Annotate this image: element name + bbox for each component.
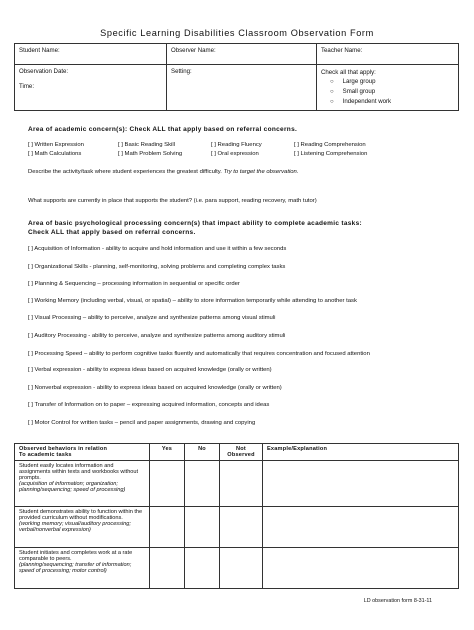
col-no: No	[185, 444, 220, 461]
yes-cell[interactable]	[150, 548, 185, 589]
not-observed-cell[interactable]	[220, 507, 263, 548]
col-observed-behaviors: Observed behaviors in relation To academic tasks	[15, 444, 150, 461]
yes-cell[interactable]	[150, 507, 185, 548]
checkbox-acquisition-of-information[interactable]: [ ] Acquisition of Information - ability to acquire and hold information and use it within a few seconds	[28, 246, 287, 252]
checkbox-processing-speed[interactable]: [ ] Processing Speed – ability to perform cognitive tasks fluently and automatically that requires concentration and focused attention	[28, 351, 370, 357]
table-row	[15, 507, 459, 548]
explanation-cell[interactable]	[263, 548, 459, 589]
form-version-footer: LD observation form 8-31-11	[363, 598, 432, 604]
no-cell[interactable]	[185, 548, 220, 589]
checkbox-verbal-expression[interactable]: [ ] Verbal expression - ability to express ideas based on acquired knowledge (orally or written)	[28, 367, 272, 373]
explanation-cell[interactable]	[263, 461, 459, 507]
academic-concern-heading: Area of academic concern(s): Check ALL that apply based on referral concerns.	[28, 126, 298, 133]
student-name-field[interactable]	[15, 44, 167, 65]
checkbox-reading-comprehension[interactable]: [ ] Reading Comprehension	[294, 142, 366, 148]
date-time-field[interactable]	[15, 65, 167, 111]
table-header-row	[15, 444, 459, 461]
yes-cell[interactable]	[150, 461, 185, 507]
checkbox-reading-fluency[interactable]: [ ] Reading Fluency	[211, 142, 262, 148]
option-large-group[interactable]: ○ Large group	[330, 77, 454, 87]
explanation-cell[interactable]	[263, 507, 459, 548]
observer-name-field[interactable]	[167, 44, 317, 65]
current-supports-prompt: What supports are currently in place that supports the student? (i.e. para support, reading recovery, math tutor)	[28, 198, 317, 204]
checkbox-organizational-skills[interactable]: [ ] Organizational Skills - planning, self-monitoring, solving problems and completing complex tasks	[28, 264, 286, 270]
observation-date-label: Observation Date:	[19, 68, 69, 75]
behavior-cell: Student easily locates information and assignments within texts and workbooks without prompts. (acquisition of information; organization; planning/sequencing; speed of processing)	[15, 461, 150, 507]
processing-concern-heading: Area of basic psychological processing concern(s) that impact ability to complete academic tasks:	[28, 220, 362, 227]
table-row	[15, 461, 459, 507]
observer-name-label: Observer Name:	[171, 47, 216, 54]
no-cell[interactable]	[185, 507, 220, 548]
behavior-cell: Student demonstrates ability to function within the provided curriculum without modifications. (working memory; visual/auditory processing; verbal/nonverbal expression)	[15, 507, 150, 548]
checkbox-oral-expression[interactable]: [ ] Oral expression	[211, 151, 259, 157]
work-setting-options	[317, 65, 459, 111]
observation-table	[14, 443, 459, 589]
processing-concern-subheading: Check ALL that apply based on referral concerns.	[28, 229, 196, 236]
student-name-label: Student Name:	[19, 47, 60, 54]
option-independent-work[interactable]: ○ Independent work	[330, 97, 454, 107]
checkbox-written-expression[interactable]: [ ] Written Expression	[28, 142, 84, 148]
checkbox-nonverbal-expression[interactable]: [ ] Nonverbal expression - ability to express ideas based on acquired knowledge (orally or written)	[28, 385, 282, 391]
teacher-name-field[interactable]	[317, 44, 459, 65]
form-title: Specific Learning Disabilities Classroom Observation Form	[100, 28, 374, 38]
checkbox-transfer-of-information[interactable]: [ ] Transfer of Information on to paper – expressing acquired information, concepts and ideas	[28, 402, 270, 408]
not-observed-cell[interactable]	[220, 461, 263, 507]
teacher-name-label: Teacher Name:	[321, 47, 363, 54]
describe-activity-prompt: Describe the activity/task where student experiences the greatest difficulty. Try to target the observation.	[28, 169, 299, 175]
checkbox-math-problem-solving[interactable]: [ ] Math Problem Solving	[118, 151, 183, 157]
col-yes: Yes	[150, 444, 185, 461]
no-cell[interactable]	[185, 461, 220, 507]
checkbox-working-memory[interactable]: [ ] Working Memory (including verbal, visual, or spatial) – ability to store information temporarily while attending to another task	[28, 298, 357, 304]
option-small-group[interactable]: ○ Small group	[330, 87, 454, 97]
behavior-cell: Student initiates and completes work at a rate comparable to peers. (planning/sequencing; transfer of information; speed of processing; motor control)	[15, 548, 150, 589]
col-not-observed: Not Observed	[220, 444, 263, 461]
setting-label: Setting:	[171, 68, 192, 75]
check-all-label: Check all that apply:	[321, 69, 376, 76]
checkbox-basic-reading-skill[interactable]: [ ] Basic Reading Skill	[118, 142, 175, 148]
checkbox-motor-control[interactable]: [ ] Motor Control for written tasks – pencil and paper assignments, drawing and copying	[28, 420, 256, 426]
checkbox-visual-processing[interactable]: [ ] Visual Processing – ability to perceive, analyze and synthesize patterns among visual stimuli	[28, 315, 276, 321]
not-observed-cell[interactable]	[220, 548, 263, 589]
table-row	[15, 548, 459, 589]
checkbox-math-calculations[interactable]: [ ] Math Calculations	[28, 151, 82, 157]
setting-field[interactable]	[167, 65, 317, 111]
checkbox-listening-comprehension[interactable]: [ ] Listening Comprehension	[294, 151, 368, 157]
checkbox-planning-sequencing[interactable]: [ ] Planning & Sequencing – processing information in sequential or specific order	[28, 281, 240, 287]
header-table	[14, 43, 459, 111]
col-example-explanation: Example/Explanation	[263, 444, 459, 461]
time-label: Time:	[19, 83, 35, 90]
checkbox-auditory-processing[interactable]: [ ] Auditory Processing - ability to perceive, analyze and synthesize patterns among auditory stimuli	[28, 333, 286, 339]
